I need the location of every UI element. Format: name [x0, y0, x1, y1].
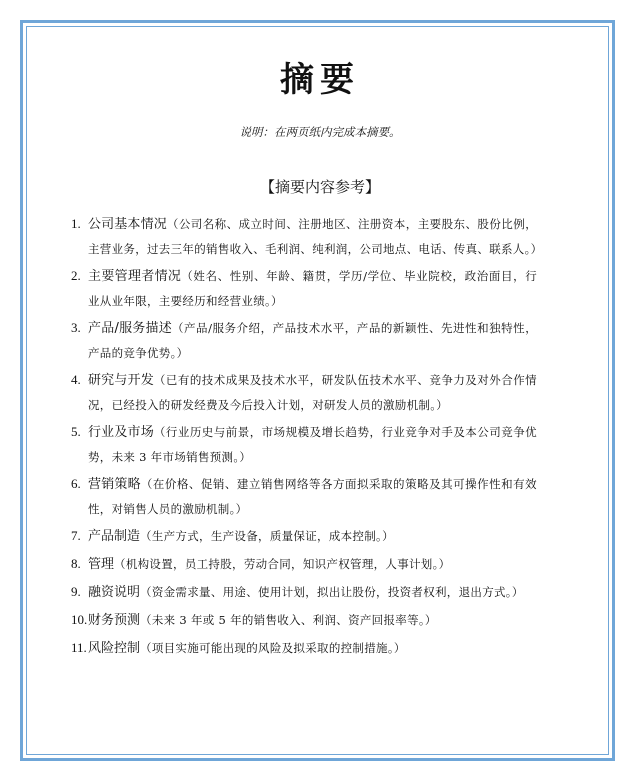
item-description: （机构设置，员工持股，劳动合同，知识产权管理，人事计划。）	[114, 557, 451, 571]
item-heading: 主要管理者情况	[88, 269, 182, 284]
list-item-manufacturing	[71, 524, 537, 549]
item-heading: 营销策略	[88, 477, 141, 492]
item-number: 8.	[71, 556, 81, 571]
item-heading: 管理	[88, 557, 115, 572]
item-heading: 融资说明	[88, 585, 141, 600]
document-title: 摘要	[280, 60, 360, 100]
item-heading: 风险控制	[88, 641, 141, 656]
item-description: （资金需求量、用途、使用计划，拟出让股份，投资者权利，退出方式。）	[140, 585, 524, 599]
list-item-management	[71, 264, 537, 313]
item-number: 1.	[71, 216, 81, 231]
item-number: 6.	[71, 476, 81, 491]
item-number: 4.	[71, 372, 81, 387]
item-number: 11.	[71, 640, 87, 655]
list-item-management-structure	[71, 552, 537, 577]
item-heading: 财务预测	[88, 613, 141, 628]
item-description: （姓名、性别、年龄、籍贯，学历/学位、毕业院校，政治面目，行业从业年限，主要经历和经营业绩。）	[88, 269, 537, 308]
list-item-company-info	[71, 212, 543, 261]
item-number: 3.	[71, 320, 81, 335]
item-number: 9.	[71, 584, 81, 599]
list-item-industry-market	[71, 420, 537, 469]
item-heading: 研究与开发	[88, 373, 154, 388]
item-heading: 产品/服务描述	[88, 321, 172, 336]
item-description: （生产方式，生产设备，质量保证，成本控制。）	[140, 529, 394, 543]
item-number: 2.	[71, 268, 81, 283]
list-item-financing	[71, 580, 537, 605]
item-description: （产品/服务介绍，产品技术水平，产品的新颖性、先进性和独特性，产品的竞争优势。）	[88, 321, 537, 360]
list-item-financial-forecast	[71, 608, 537, 633]
item-description: （在价格、促销、建立销售网络等各方面拟采取的策略及其可操作性和有效性，对销售人员的激励机制。）	[88, 477, 537, 516]
instruction-note: 说明：在两页纸内完成本摘要。	[239, 125, 401, 139]
item-number: 10.	[71, 612, 88, 627]
item-heading: 行业及市场	[88, 425, 154, 440]
list-item-marketing-strategy	[71, 472, 537, 521]
list-item-product-service	[71, 316, 537, 365]
item-description: （未来 3 年或 5 年的销售收入、利润、资产回报率等。）	[140, 613, 437, 627]
item-description: （已有的技术成果及技术水平，研发队伍技术水平、竞争力及对外合作情况，已经投入的研发经费及今后投入计划，对研发人员的激励机制。）	[88, 373, 537, 412]
item-number: 5.	[71, 424, 81, 439]
item-description: （行业历史与前景，市场规模及增长趋势，行业竞争对手及本公司竞争优势，未来 3 年市场销售预测。）	[88, 425, 537, 464]
item-heading: 公司基本情况	[88, 217, 167, 232]
list-item-risk-control	[71, 636, 537, 661]
item-number: 7.	[71, 528, 81, 543]
item-heading: 产品制造	[88, 529, 141, 544]
item-description: （公司名称、成立时间、注册地区、注册资本，主要股东、股份比例，主营业务，过去三年的销售收入、毛利润、纯利润，公司地点、电话、传真、联系人。）	[88, 217, 543, 256]
list-item-research-development	[71, 368, 537, 417]
section-subtitle: 【摘要内容参考】	[259, 178, 380, 196]
summary-reference-list	[71, 212, 543, 664]
item-description: （项目实施可能出现的风险及拟采取的控制措施。）	[140, 641, 406, 655]
